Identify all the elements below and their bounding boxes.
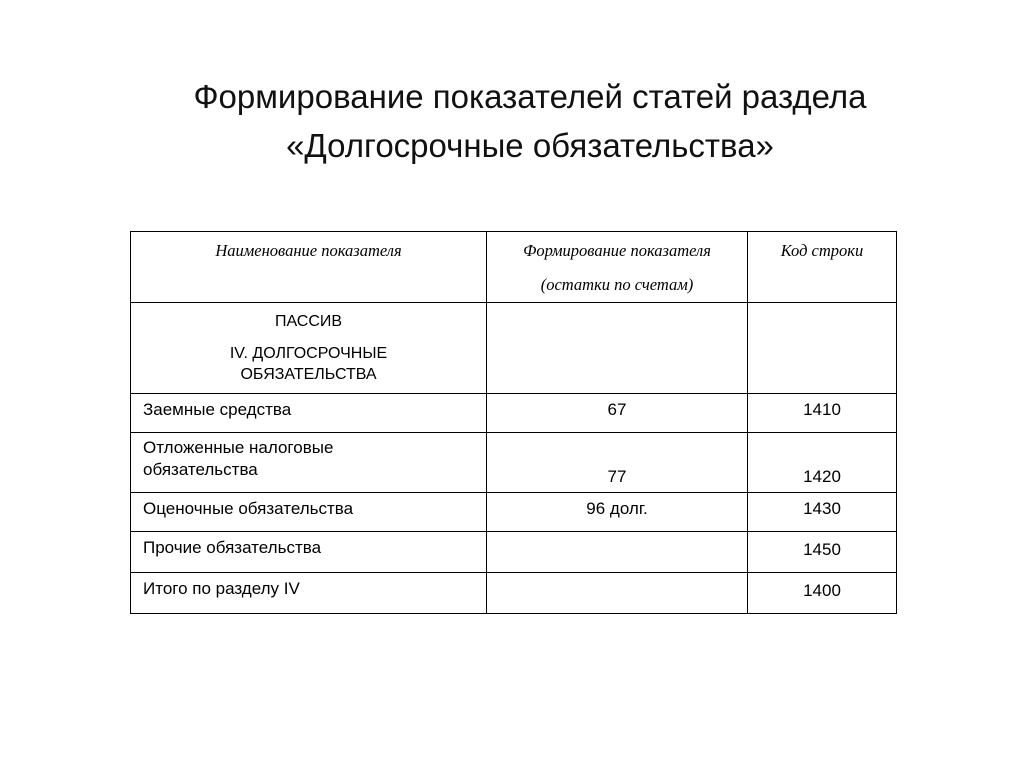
row-code: 1400 xyxy=(748,573,897,614)
table-row xyxy=(131,532,897,573)
row-formation xyxy=(487,532,748,573)
row-code: 1410 xyxy=(748,394,897,433)
row-name-line-1: Отложенные налоговые xyxy=(143,438,334,457)
row-name: Оценочные обязательства xyxy=(131,493,487,532)
section-formation-cell xyxy=(487,303,748,394)
table-row xyxy=(131,573,897,614)
section-line-2: IV. ДОЛГОСРОЧНЫЕ xyxy=(229,345,388,362)
row-formation xyxy=(487,573,748,614)
header-formation xyxy=(487,232,748,303)
row-name-line-2: обязательства xyxy=(143,460,258,479)
page-title xyxy=(0,72,1024,170)
header-formation-line-2: (остатки по счетам) xyxy=(540,275,694,294)
row-name: Итого по разделу IV xyxy=(131,573,487,614)
section-code-cell xyxy=(748,303,897,394)
row-code: 1450 xyxy=(748,532,897,573)
header-code-text: Код строки xyxy=(780,241,864,260)
section-line-1: ПАССИВ xyxy=(274,313,343,330)
table-header-row xyxy=(131,232,897,303)
row-name: Прочие обязательства xyxy=(131,532,487,573)
row-formation: 67 xyxy=(487,394,748,433)
header-formation-line-1: Формирование показателя xyxy=(523,241,711,260)
header-name-text: Наименование показателя xyxy=(215,241,402,260)
header-code xyxy=(748,232,897,303)
header-name xyxy=(131,232,487,303)
title-line-1: Формирование показателей статей раздела xyxy=(193,78,867,115)
table-row xyxy=(131,394,897,433)
row-code: 1420 xyxy=(748,433,897,493)
row-name xyxy=(131,433,487,493)
title-line-2: «Долгосрочные обязательства» xyxy=(286,127,774,164)
row-code: 1430 xyxy=(748,493,897,532)
section-title xyxy=(131,303,487,394)
row-formation: 77 xyxy=(487,433,748,493)
section-row xyxy=(131,303,897,394)
table-row xyxy=(131,493,897,532)
section-line-3: ОБЯЗАТЕЛЬСТВА xyxy=(240,366,377,383)
row-formation: 96 долг. xyxy=(487,493,748,532)
liabilities-table xyxy=(130,231,897,614)
row-name: Заемные средства xyxy=(131,394,487,433)
table-row xyxy=(131,433,897,493)
